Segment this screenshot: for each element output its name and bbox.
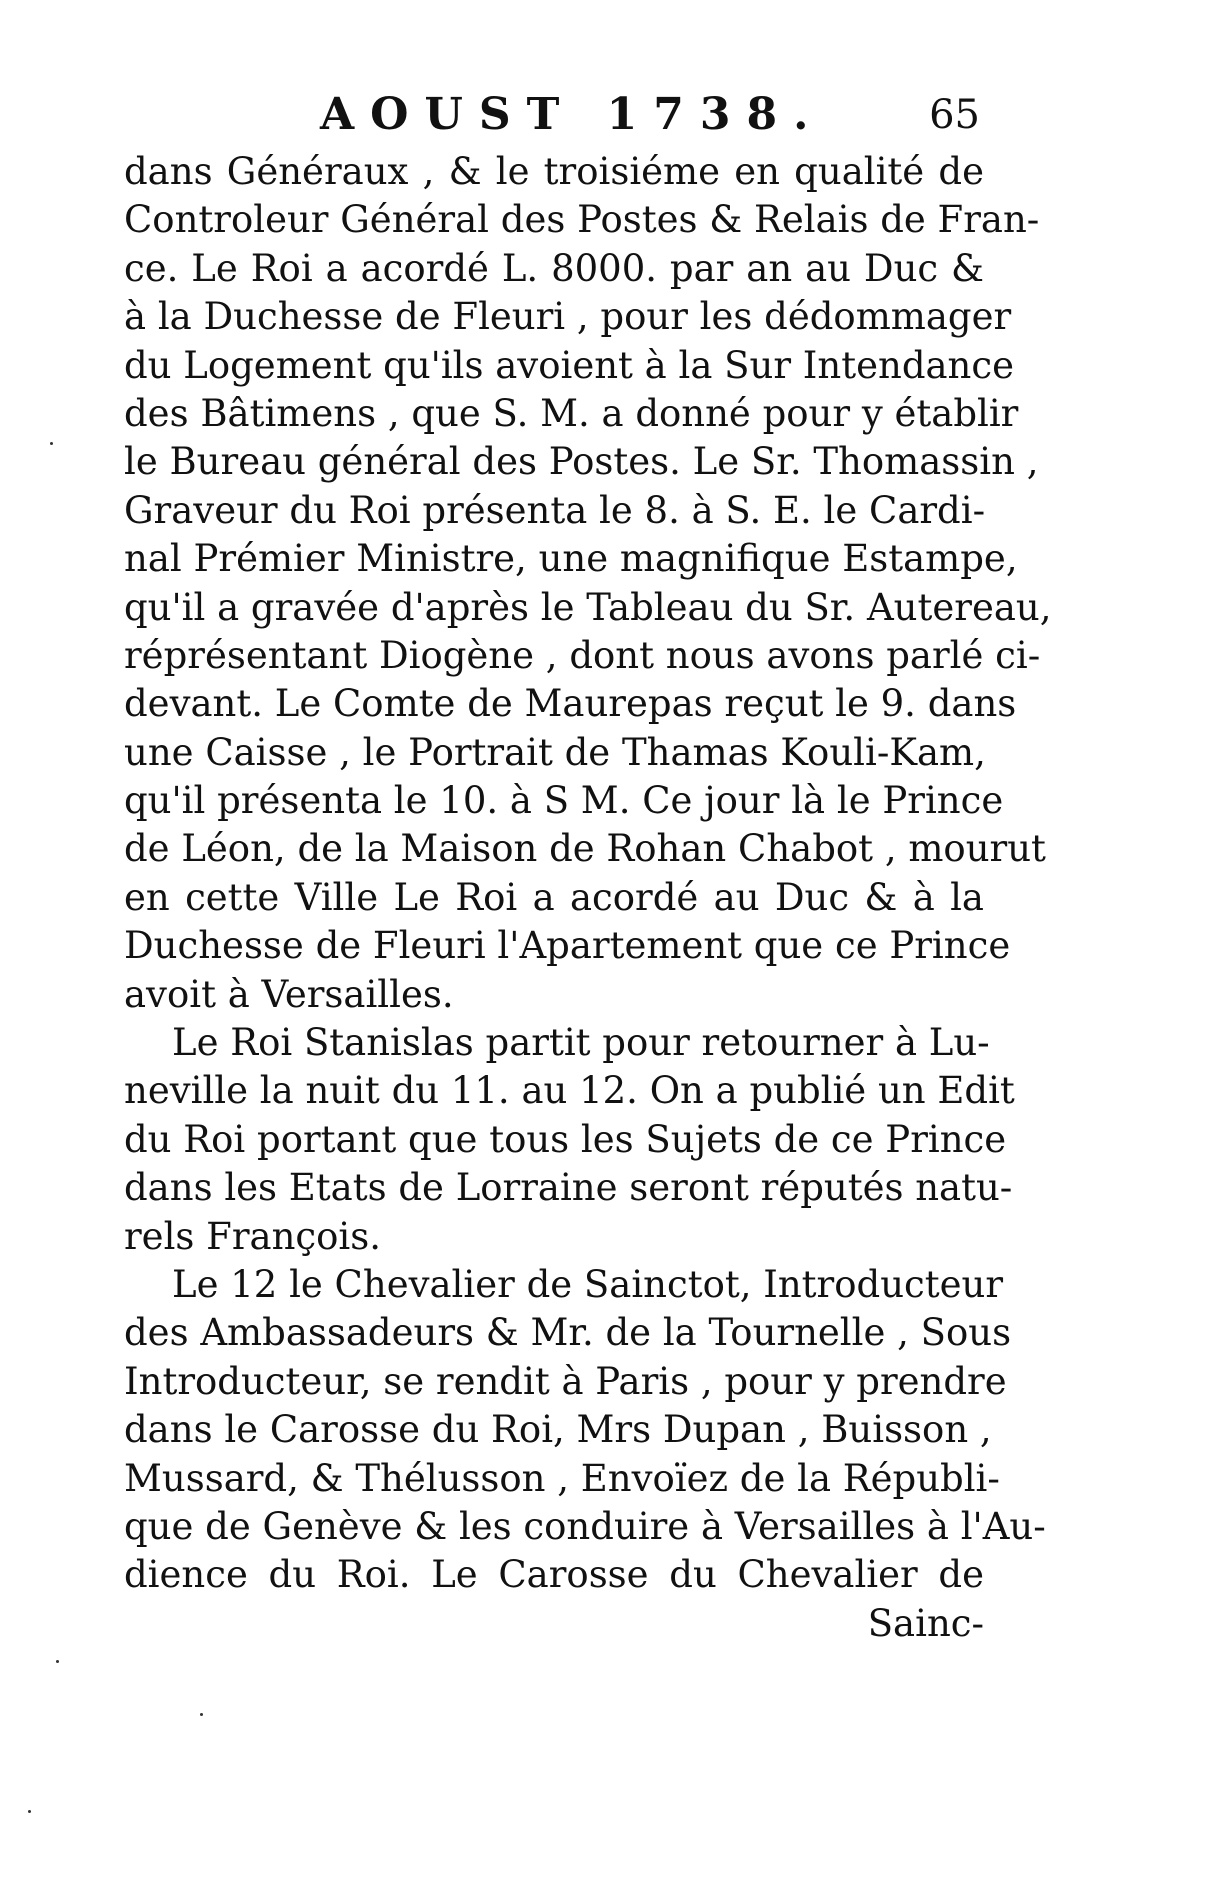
- page-header: [124, 85, 984, 145]
- text-line: réprésentant Diogène , dont nous avons parlé ci-: [124, 633, 1041, 677]
- text-line: Le Roi Stanislas partit pour retourner à Lu-: [172, 1021, 990, 1065]
- text-line: Mussard, & Thélusson , Envoïez de la Républi-: [124, 1456, 1000, 1500]
- text-line: Le 12 le Chevalier de Sainctot, Introducteur: [172, 1262, 1004, 1306]
- text-line: de Léon, de la Maison de Rohan Chabot , mourut: [124, 827, 1046, 871]
- text-line: dans le Carosse du Roi, Mrs Dupan , Buisson ,: [124, 1408, 992, 1452]
- text-line: du Logement qu'ils avoient à la Sur Intendance: [124, 343, 1015, 387]
- text-line: Controleur Général des Postes & Relais de Fran-: [124, 198, 1040, 242]
- text-line: qu'il a gravée d'après le Tableau du Sr. Autereau,: [124, 585, 1052, 629]
- text-line: dans Généraux , & le troisiéme en qualité de: [124, 150, 984, 193]
- page-number: 65: [929, 92, 980, 138]
- text-line: neville la nuit du 11. au 12. On a publié un Edit: [124, 1069, 1015, 1113]
- page-speck: [28, 1810, 31, 1813]
- body-text: [124, 148, 1052, 1648]
- text-line: avoit à Versailles.: [124, 972, 454, 1016]
- text-line: en cette Ville Le Roi a acordé au Duc & à la: [124, 875, 984, 919]
- running-title: AOUST 1738.: [320, 89, 825, 140]
- text-line: dience du Roi. Le Carosse du Chevalier de: [124, 1553, 984, 1597]
- text-line: que de Genève & les conduire à Versailles à l'Au-: [124, 1504, 1046, 1548]
- page-speck: [200, 1713, 203, 1716]
- text-line: Graveur du Roi présenta le 8. à S. E. le Cardi-: [124, 488, 986, 532]
- text-line: une Caisse , le Portrait de Thamas Kouli-Kam,: [124, 730, 986, 774]
- text-line: Introducteur, se rendit à Paris , pour y prendre: [124, 1359, 1007, 1403]
- text-line: nal Prémier Ministre, une magnifique Estampe,: [124, 537, 1018, 581]
- page-speck: [56, 1660, 59, 1663]
- text-line: qu'il présenta le 10. à S M. Ce jour là le Prince: [124, 779, 1004, 823]
- text-line: des Bâtimens , que S. M. a donné pour y établir: [124, 391, 1019, 435]
- text-line: des Ambassadeurs & Mr. de la Tournelle , Sous: [124, 1311, 1012, 1355]
- text-line: le Bureau général des Postes. Le Sr. Thomassin ,: [124, 440, 1039, 484]
- text-line: ce. Le Roi a acordé L. 8000. par an au Duc &: [124, 246, 984, 290]
- text-line: Duchesse de Fleuri l'Apartement que ce Prince: [124, 924, 1011, 968]
- text-line: devant. Le Comte de Maurepas reçut le 9. dans: [124, 682, 1017, 726]
- page-speck: [50, 442, 53, 445]
- catchword: Sainc-: [867, 1601, 984, 1645]
- text-line: du Roi portant que tous les Sujets de ce Prince: [124, 1117, 1007, 1161]
- text-line: à la Duchesse de Fleuri , pour les dédommager: [124, 295, 1012, 339]
- text-line: dans les Etats de Lorraine seront réputés natu-: [124, 1166, 1013, 1210]
- text-line: rels François.: [124, 1214, 381, 1258]
